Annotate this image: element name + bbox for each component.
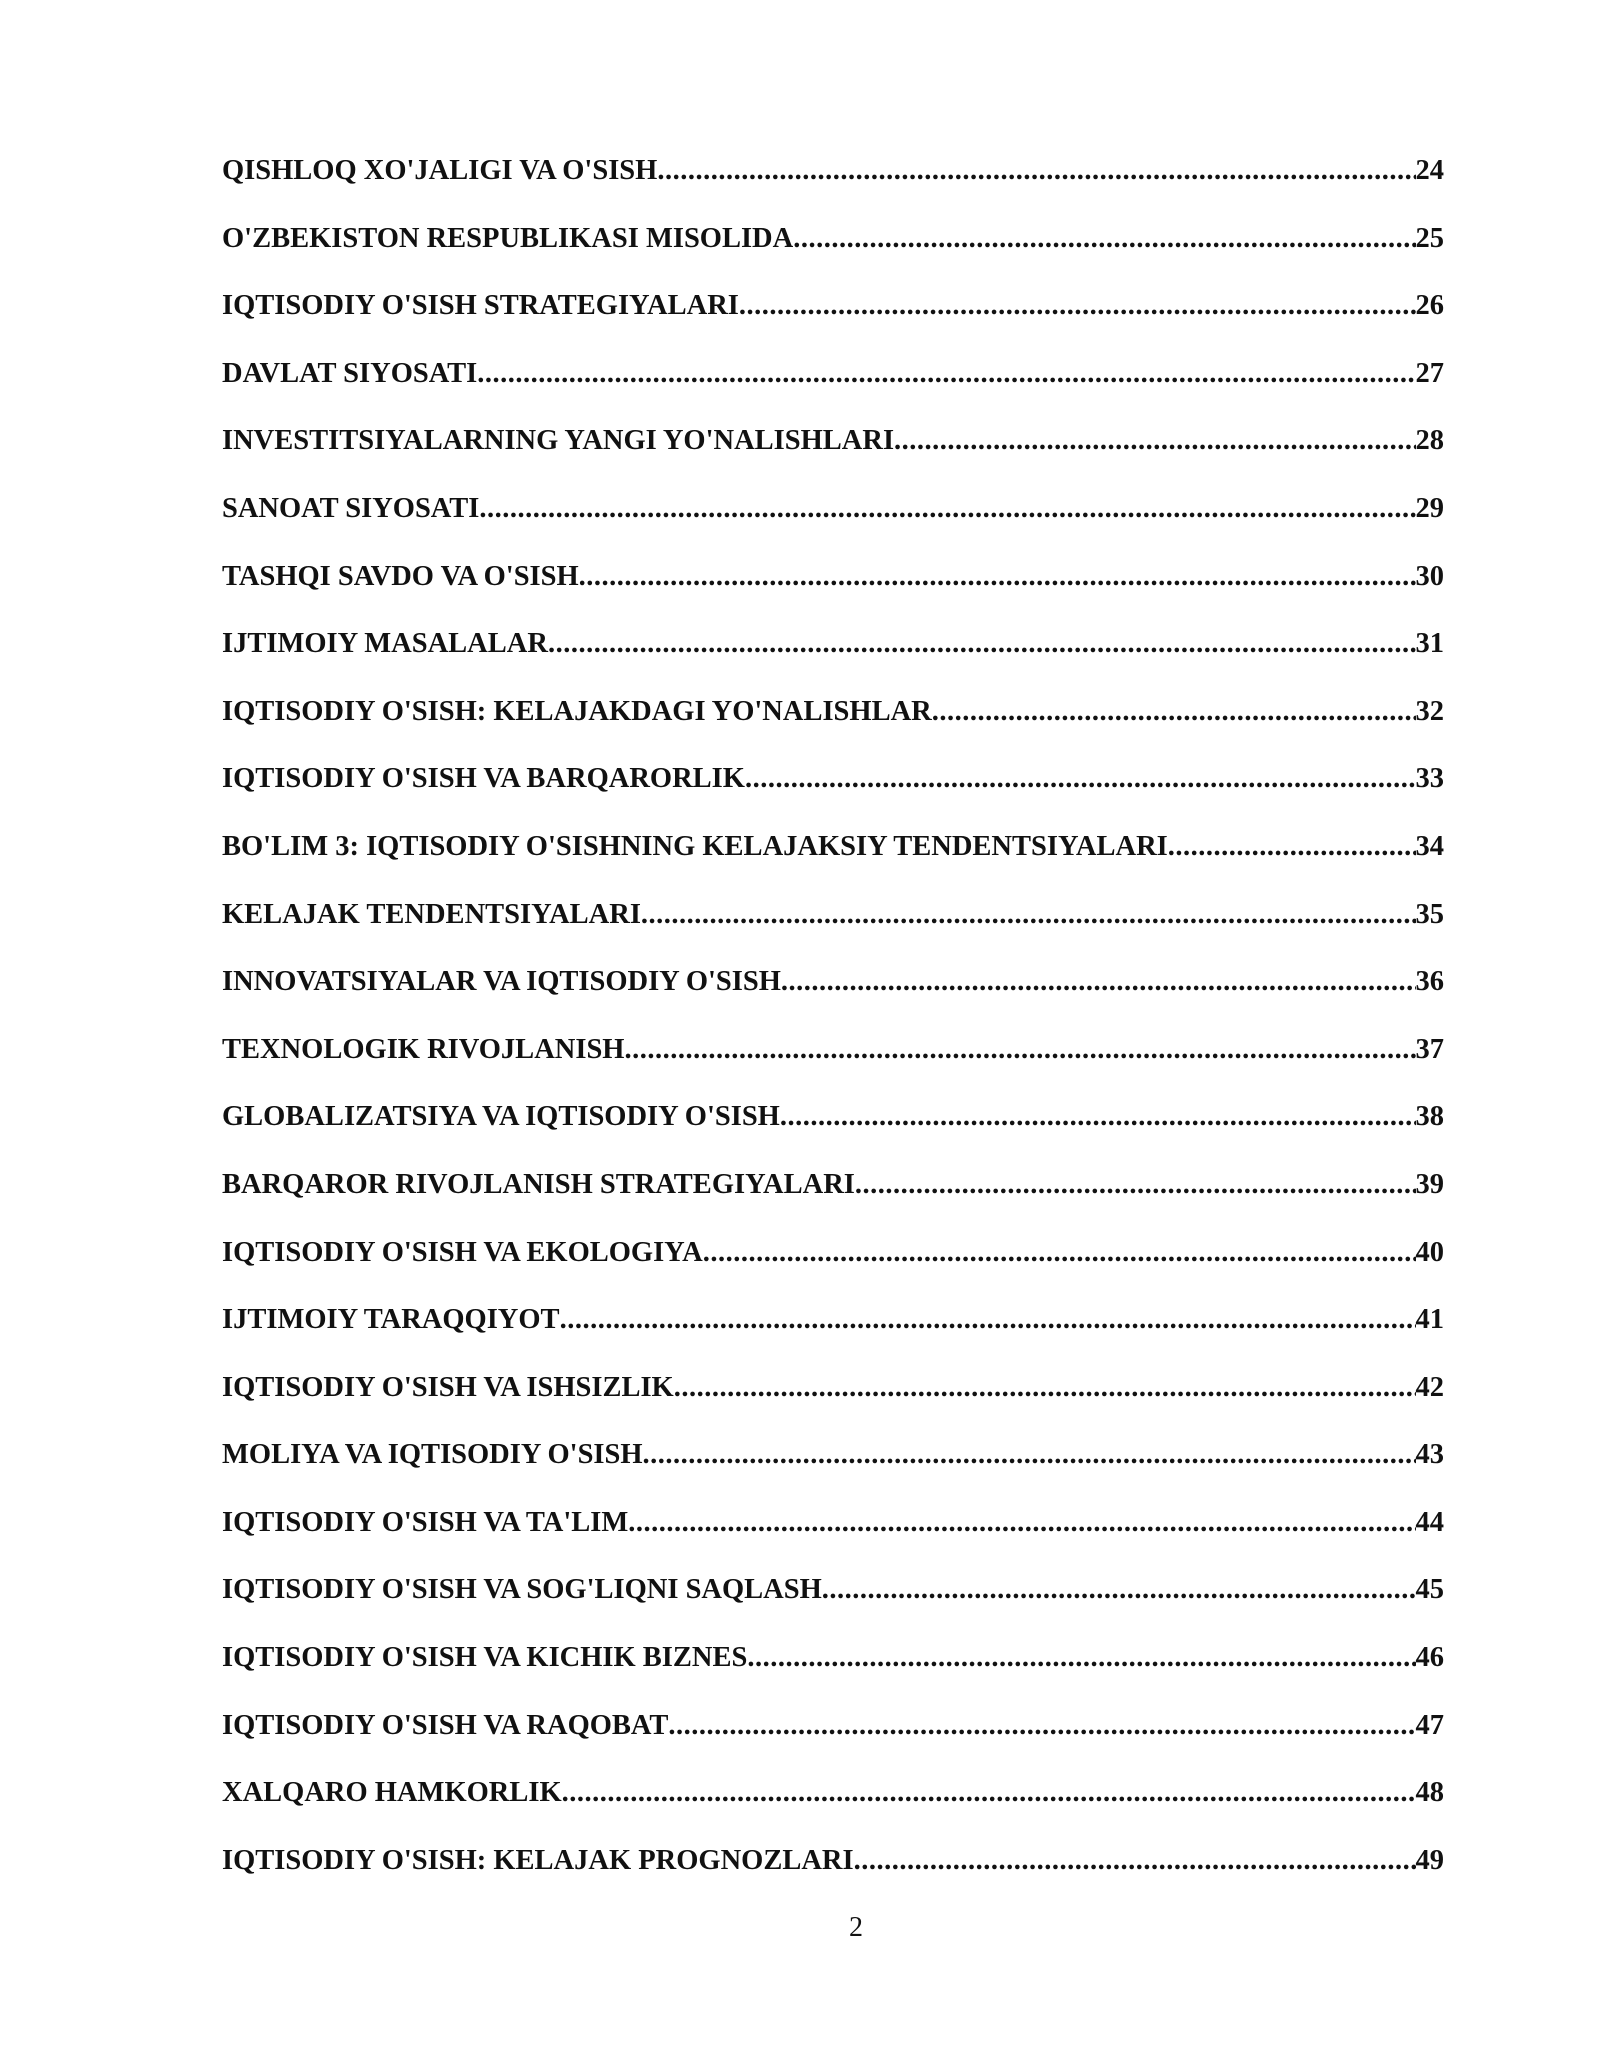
toc-entry[interactable] <box>222 1151 1444 1219</box>
toc-entry[interactable] <box>222 1759 1444 1827</box>
toc-dot-leader <box>703 1219 1416 1287</box>
toc-entry[interactable] <box>222 475 1444 543</box>
toc-entry-page: 47 <box>1415 1709 1444 1741</box>
toc-entry-title: BARQAROR RIVOJLANISH STRATEGIYALARI <box>222 1168 855 1200</box>
toc-dot-leader <box>643 1421 1416 1489</box>
toc-entry[interactable] <box>222 1286 1444 1354</box>
toc-entry-title: SANOAT SIYOSATI <box>222 492 480 524</box>
toc-entry[interactable] <box>222 678 1444 746</box>
toc-entry-title: IQTISODIY O'SISH VA BARQARORLIK <box>222 763 745 795</box>
toc-entry-title: IQTISODIY O'SISH VA KICHIK BIZNES <box>222 1642 748 1674</box>
toc-dot-leader <box>822 1556 1416 1624</box>
toc-entry-title: IQTISODIY O'SISH VA ISHSIZLIK <box>222 1371 674 1403</box>
toc-entry[interactable] <box>222 1827 1444 1895</box>
toc-entry-page: 38 <box>1415 1101 1444 1133</box>
toc-entry-page: 41 <box>1415 1304 1444 1336</box>
toc-entry-page: 31 <box>1415 628 1444 660</box>
toc-dot-leader <box>894 407 1415 475</box>
toc-entry-title: TASHQI SAVDO VA O'SISH <box>222 560 579 592</box>
toc-entry-title: INNOVATSIYALAR VA IQTISODIY O'SISH <box>222 966 781 998</box>
toc-entry[interactable] <box>222 1354 1444 1422</box>
toc-entry-title: IQTISODIY O'SISH: KELAJAK PROGNOZLARI <box>222 1844 854 1876</box>
toc-entry-page: 42 <box>1415 1371 1444 1403</box>
toc-entry-title: IQTISODIY O'SISH: KELAJAKDAGI YO'NALISHLAR <box>222 695 932 727</box>
toc-entry-title: O'ZBEKISTON RESPUBLIKASI MISOLIDA <box>222 222 794 254</box>
toc-entry-page: 45 <box>1415 1574 1444 1606</box>
toc-entry-title: MOLIYA VA IQTISODIY O'SISH <box>222 1439 643 1471</box>
toc-entry-title: KELAJAK TENDENTSIYALARI <box>222 898 641 930</box>
toc-entry-title: IQTISODIY O'SISH VA EKOLOGIYA <box>222 1236 703 1268</box>
toc-entry-page: 46 <box>1415 1642 1444 1674</box>
toc-dot-leader <box>1168 813 1416 881</box>
toc-entry-page: 39 <box>1415 1168 1444 1200</box>
toc-dot-leader <box>641 881 1416 949</box>
toc-entry-title: IQTISODIY O'SISH VA TA'LIM <box>222 1506 629 1538</box>
toc-dot-leader <box>548 610 1416 678</box>
toc-entry-page: 34 <box>1415 830 1444 862</box>
toc-entry-title: BO'LIM 3: IQTISODIY O'SISHNING KELAJAKSIY TENDENTSIYALARI <box>222 830 1168 862</box>
toc-dot-leader <box>562 1759 1416 1827</box>
toc-entry-page: 32 <box>1415 695 1444 727</box>
toc-entry-title: IQTISODIY O'SISH VA SOG'LIQNI SAQLASH <box>222 1574 822 1606</box>
toc-entry-title: IQTISODIY O'SISH STRATEGIYALARI <box>222 290 739 322</box>
toc-entry[interactable] <box>222 745 1444 813</box>
toc-entry-page: 48 <box>1415 1777 1444 1809</box>
toc-entry[interactable] <box>222 137 1444 205</box>
toc-entry-title: IJTIMOIY MASALALAR <box>222 628 548 660</box>
toc-dot-leader <box>745 745 1416 813</box>
toc-entry-page: 28 <box>1415 425 1444 457</box>
toc-dot-leader <box>747 1624 1415 1692</box>
toc-entry-title: TEXNOLOGIK RIVOJLANISH <box>222 1033 625 1065</box>
toc-entry-title: IJTIMOIY TARAQQIYOT <box>222 1304 560 1336</box>
toc-entry-page: 30 <box>1415 560 1444 592</box>
toc-dot-leader <box>628 1489 1415 1557</box>
toc-dot-leader <box>657 137 1415 205</box>
toc-dot-leader <box>579 543 1416 611</box>
toc-entry-page: 44 <box>1415 1506 1444 1538</box>
toc-entry-title: QISHLOQ XO'JALIGI VA O'SISH <box>222 155 658 186</box>
page-number: 2 <box>849 1912 863 1943</box>
toc-entry-page: 49 <box>1415 1844 1444 1876</box>
toc-dot-leader <box>855 1151 1416 1219</box>
toc-entry-title: DAVLAT SIYOSATI <box>222 357 478 389</box>
toc-entry-page: 25 <box>1415 222 1444 254</box>
toc-entry[interactable] <box>222 1016 1444 1084</box>
toc-entry-page: 40 <box>1415 1236 1444 1268</box>
toc-dot-leader <box>780 1083 1416 1151</box>
toc-dot-leader <box>477 340 1415 408</box>
toc-entry-page: 26 <box>1415 290 1444 322</box>
toc-entry[interactable] <box>222 1421 1444 1489</box>
toc-entry[interactable] <box>222 610 1444 678</box>
toc-dot-leader <box>739 272 1416 340</box>
toc-entry-title: GLOBALIZATSIYA VA IQTISODIY O'SISH <box>222 1101 780 1133</box>
toc-entry[interactable] <box>222 407 1444 475</box>
toc-entry-page: 36 <box>1415 966 1444 998</box>
toc-entry[interactable] <box>222 881 1444 949</box>
toc-entry[interactable] <box>222 948 1444 1016</box>
toc-dot-leader <box>479 475 1415 543</box>
toc-entry-page: 37 <box>1415 1033 1444 1065</box>
toc-entry-title: INVESTITSIYALARNING YANGI YO'NALISHLARI <box>222 425 895 457</box>
toc-entry-page: 27 <box>1415 357 1444 389</box>
toc-entry-title: IQTISODIY O'SISH VA RAQOBAT <box>222 1709 669 1741</box>
table-of-contents <box>222 137 1444 1894</box>
toc-entry-title: XALQARO HAMKORLIK <box>222 1777 562 1809</box>
toc-entry-page: 43 <box>1415 1439 1444 1471</box>
toc-entry[interactable] <box>222 340 1444 408</box>
toc-entry-page: 33 <box>1415 763 1444 795</box>
toc-entry[interactable] <box>222 1083 1444 1151</box>
toc-entry[interactable] <box>222 1219 1444 1287</box>
toc-dot-leader <box>793 205 1415 273</box>
toc-entry-page: 29 <box>1415 492 1444 524</box>
toc-dot-leader <box>854 1827 1416 1895</box>
toc-dot-leader <box>624 1016 1415 1084</box>
toc-dot-leader <box>781 948 1416 1016</box>
toc-entry[interactable] <box>222 272 1444 340</box>
toc-entry[interactable] <box>222 543 1444 611</box>
toc-entry[interactable] <box>222 1692 1444 1760</box>
toc-entry-page: 35 <box>1415 898 1444 930</box>
toc-entry-page: 24 <box>1415 155 1444 186</box>
toc-dot-leader <box>560 1286 1416 1354</box>
toc-entry[interactable] <box>222 1624 1444 1692</box>
toc-dot-leader <box>932 678 1416 746</box>
toc-dot-leader <box>674 1354 1416 1422</box>
toc-entry[interactable] <box>222 205 1444 273</box>
toc-entry[interactable] <box>222 1489 1444 1557</box>
toc-entry[interactable] <box>222 1556 1444 1624</box>
toc-entry[interactable] <box>222 813 1444 881</box>
toc-dot-leader <box>668 1692 1415 1760</box>
